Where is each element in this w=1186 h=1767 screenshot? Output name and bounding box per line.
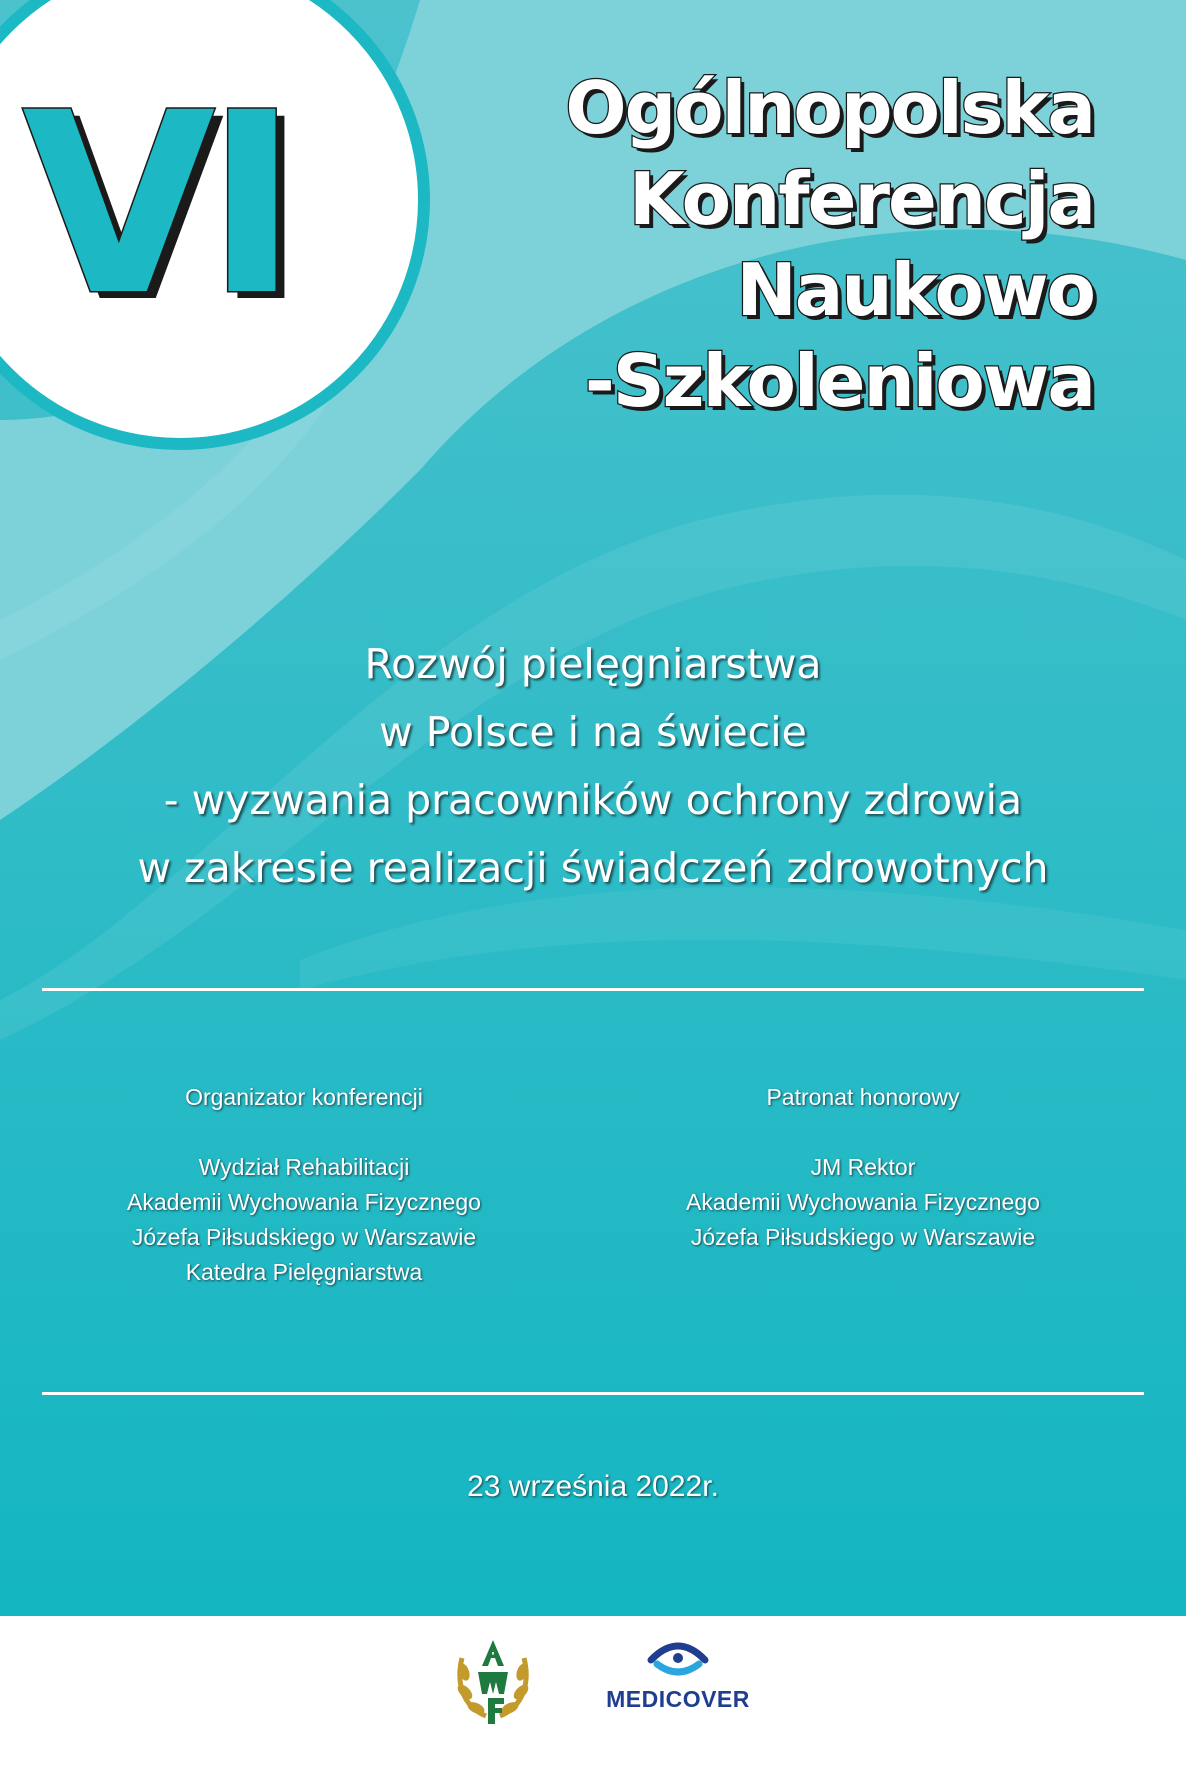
organizer-line-2: Akademii Wychowania Fizycznego (127, 1189, 481, 1215)
title-line-1: Ogólnopolska (565, 66, 1094, 150)
subtitle-line-2: w Polsce i na świecie (379, 708, 807, 756)
patronage-line-3: Józefa Piłsudskiego w Warszawie (690, 1224, 1036, 1250)
patronage-block (603, 1080, 1123, 1255)
patronage-heading: Patronat honorowy (766, 1084, 960, 1110)
divider-bottom (42, 1392, 1144, 1395)
patronage-line-2: Akademii Wychowania Fizycznego (686, 1189, 1040, 1215)
organizer-line-4: Katedra Pielęgniarstwa (185, 1259, 423, 1285)
conference-date: 23 września 2022r. (467, 1470, 719, 1503)
subtitle-line-1: Rozwój pielęgniarstwa (364, 640, 822, 688)
divider-top (42, 988, 1144, 991)
conference-edition-numeral: VI (22, 59, 289, 350)
organizer-heading: Organizator konferencji (185, 1084, 423, 1110)
subtitle-line-3: - wyzwania pracowników ochrony zdrowia (163, 776, 1023, 824)
medicover-wordmark: MEDICOVER (606, 1686, 750, 1712)
title-line-4: -Szkoleniowa (584, 339, 1094, 423)
title-line-3: Naukowo (736, 248, 1094, 332)
conference-subtitle (0, 630, 1186, 902)
patronage-line-1: JM Rektor (810, 1154, 916, 1180)
organizer-line-1: Wydział Rehabilitacji (198, 1154, 410, 1180)
medicover-logo (603, 1638, 753, 1714)
medicover-logo-icon (643, 1638, 713, 1684)
title-line-2: Konferencja (629, 157, 1094, 241)
subtitle-line-4: w zakresie realizacji świadczeń zdrowotnych (137, 844, 1049, 892)
organizer-block (44, 1080, 564, 1290)
organizer-line-3: Józefa Piłsudskiego w Warszawie (131, 1224, 477, 1250)
awf-emblem-icon (452, 1636, 534, 1726)
